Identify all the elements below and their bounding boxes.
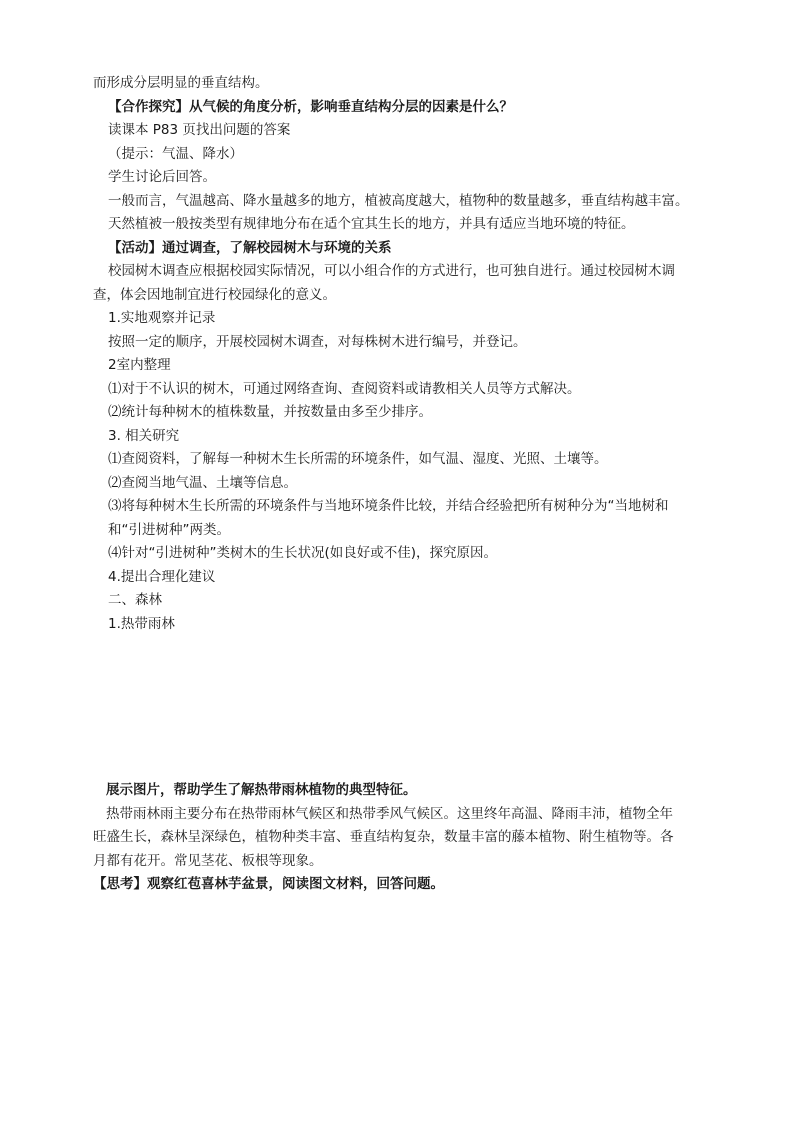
paragraph-line: 学生讨论后回答。 (108, 169, 216, 185)
paragraph-line: 热带雨林雨主要分布在热带雨林气候区和热带季风气候区。这里终年高温、降雨丰沛，植物全年 (106, 805, 673, 822)
paragraph-line: 查，体会因地制宜进行校园绿化的意义。 (93, 286, 336, 303)
cooperative-inquiry-heading (93, 96, 713, 120)
section-heading: 二、森林 (108, 592, 162, 608)
paragraph-line: 旺盛生长，森林呈深绿色，植物种类丰富、垂直结构复杂，数量丰富的藤本植物、附生植物等。各 (93, 829, 674, 845)
bold-instruction: 展示图片，帮助学生了解热带雨林植物的典型特征。 (106, 782, 417, 798)
list-heading: 4.提出合理化建议 (108, 568, 216, 585)
think-heading (93, 873, 713, 897)
list-item: ⑶将每种树木生长所需的环境条件与当地环境条件比较，并结合经验把所有树种分为“当地树和 (108, 498, 669, 514)
list-heading: 3. 相关研究 (108, 427, 180, 444)
list-item: ⑵查阅当地气温、土壤等信息。 (108, 474, 297, 491)
section-tag: 【合作探究】 (108, 98, 189, 115)
paragraph-line: 天然植被一般按类型有规律地分布在适个宜其生长的地方，并具有适应当地环境的特征。 (108, 216, 635, 232)
list-item: ⑴查阅资料，了解每一种树木生长所需的环境条件，如气温、湿度、光照、土壤等。 (108, 451, 608, 467)
paragraph-line: 月都有花开。常见茎花、板根等现象。 (93, 852, 323, 869)
paragraph-line: 校园树木调查应根据校园实际情况，可以小组合作的方式进行，也可独自进行。通过校园树木调 (108, 263, 675, 279)
list-item-continuation: 和“引进树种”两类。 (108, 521, 230, 538)
blank-space (93, 636, 713, 779)
paragraph-line: 一般而言，气温越高、降水量越多的地方，植被高度越大，植物种的数量越多，垂直结构越丰富。 (108, 192, 689, 209)
section-tag: 【活动】 (108, 239, 162, 256)
paragraph-line: 读课本 P83 页找出问题的答案 (108, 122, 291, 138)
document-page (93, 72, 713, 897)
list-item: ⑵统计每种树木的植株数量，并按数量由多至少排序。 (108, 404, 432, 420)
paragraph-line: 按照一定的顺序，开展校园树木调查，对每株树木进行编号，并登记。 (108, 333, 527, 350)
paragraph-line: （提示：气温、降水） (108, 145, 243, 162)
section-tag: 【思考】 (93, 876, 147, 892)
list-heading: 1.实地观察并记录 (108, 310, 216, 326)
subsection-heading: 1.热带雨林 (108, 615, 175, 632)
section-title: 通过调查，了解校园树木与环境的关系 (162, 239, 392, 256)
list-item: ⑷针对“引进树种”类树木的生长状况(如良好或不佳)，探究原因。 (108, 545, 498, 561)
section-question: 从气候的角度分析，影响垂直结构分层的因素是什么？ (189, 98, 513, 115)
paragraph-line: 而形成分层明显的垂直结构。 (93, 75, 269, 91)
list-heading: 2室内整理 (108, 357, 171, 373)
activity-heading (93, 237, 713, 261)
section-question: 观察红苞喜林芋盆景，阅读图文材料，回答问题。 (147, 876, 444, 892)
list-item: ⑴对于不认识的树木，可通过网络查询、查阅资料或请教相关人员等方式解决。 (108, 380, 581, 397)
